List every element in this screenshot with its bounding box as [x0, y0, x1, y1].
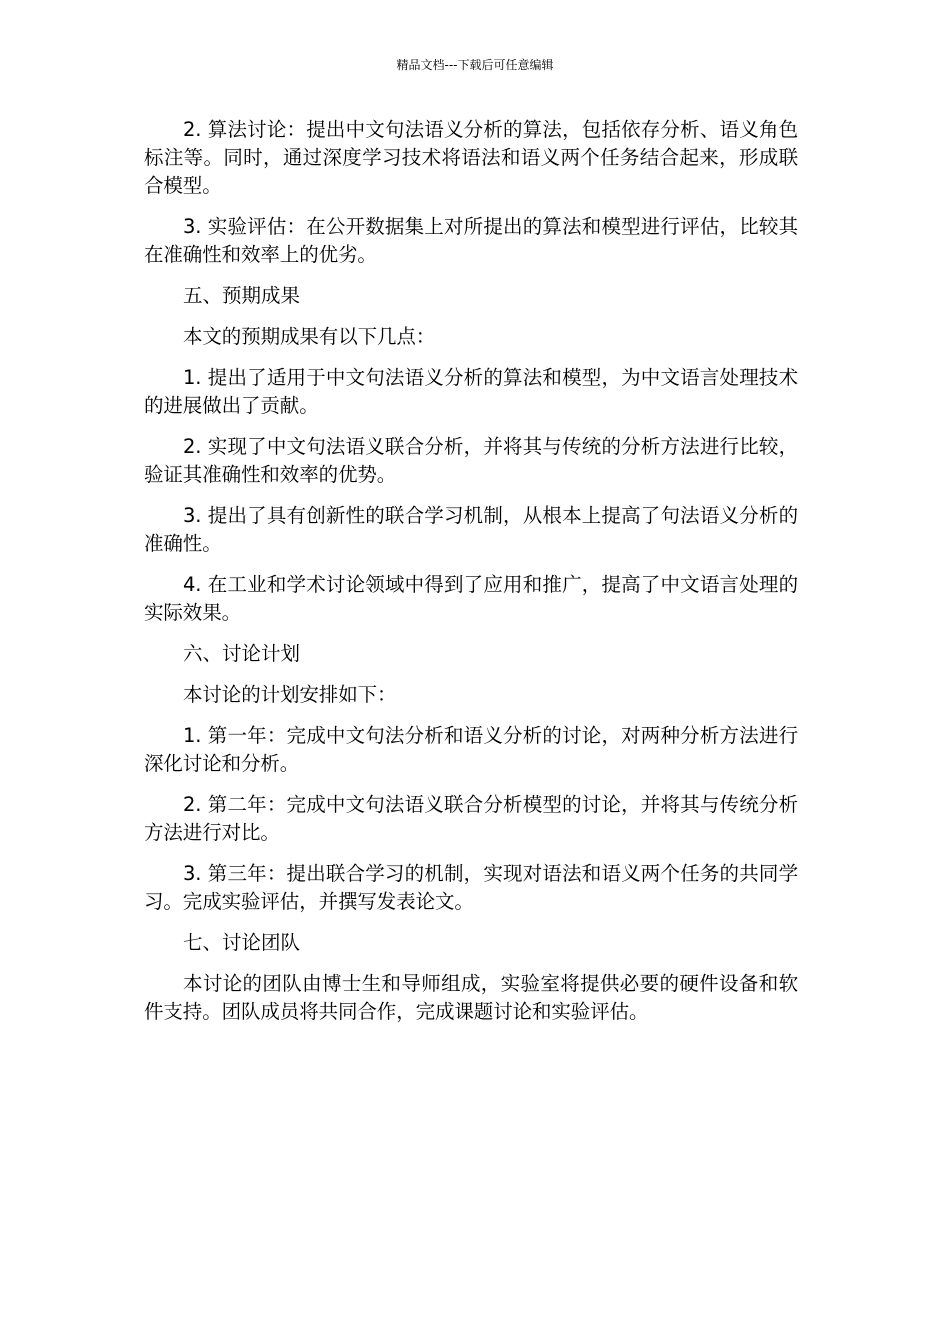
paragraph-plan-year-3: 3. 第三年：提出联合学习的机制，实现对语法和语义两个任务的共同学习。完成实验评估，并撰写发表论文。: [144, 862, 798, 913]
paragraph-research-team: 本讨论的团队由博士生和导师组成，实验室将提供必要的硬件设备和软件支持。团队成员将共同合作，完成课题讨论和实验评估。: [144, 972, 798, 1023]
document-body: [144, 116, 798, 1039]
paragraph-experiment-evaluation: 3. 实验评估：在公开数据集上对所提出的算法和模型进行评估，比较其在准确性和效率上的优劣。: [144, 215, 798, 266]
section-heading-research-plan: 六、讨论计划: [183, 642, 301, 665]
section-heading-expected-results: 五、预期成果: [183, 284, 301, 307]
paragraph-result-1: 1. 提出了适用于中文句法语义分析的算法和模型，为中文语言处理技术的进展做出了贡献。: [144, 366, 798, 417]
paragraph-expected-results-intro: 本文的预期成果有以下几点：: [183, 325, 436, 348]
paragraph-result-3: 3. 提出了具有创新性的联合学习机制，从根本上提高了句法语义分析的准确性。: [144, 504, 798, 555]
paragraph-result-2: 2. 实现了中文句法语义联合分析，并将其与传统的分析方法进行比较，验证其准确性和效率的优势。: [144, 435, 798, 486]
paragraph-algorithm-discussion: 2. 算法讨论：提出中文句法语义分析的算法，包括依存分析、语义角色标注等。同时，通过深度学习技术将语法和语义两个任务结合起来，形成联合模型。: [144, 118, 798, 197]
section-heading-research-team: 七、讨论团队: [183, 931, 301, 954]
paragraph-result-4: 4. 在工业和学术讨论领域中得到了应用和推广，提高了中文语言处理的实际效果。: [144, 573, 798, 624]
paragraph-plan-intro: 本讨论的计划安排如下：: [183, 683, 397, 706]
page-header: 精品文档---下载后可任意编辑: [396, 58, 554, 72]
paragraph-plan-year-1: 1. 第一年：完成中文句法分析和语义分析的讨论，对两种分析方法进行深化讨论和分析。: [144, 724, 798, 775]
paragraph-plan-year-2: 2. 第二年：完成中文句法语义联合分析模型的讨论，并将其与传统分析方法进行对比。: [144, 793, 798, 844]
